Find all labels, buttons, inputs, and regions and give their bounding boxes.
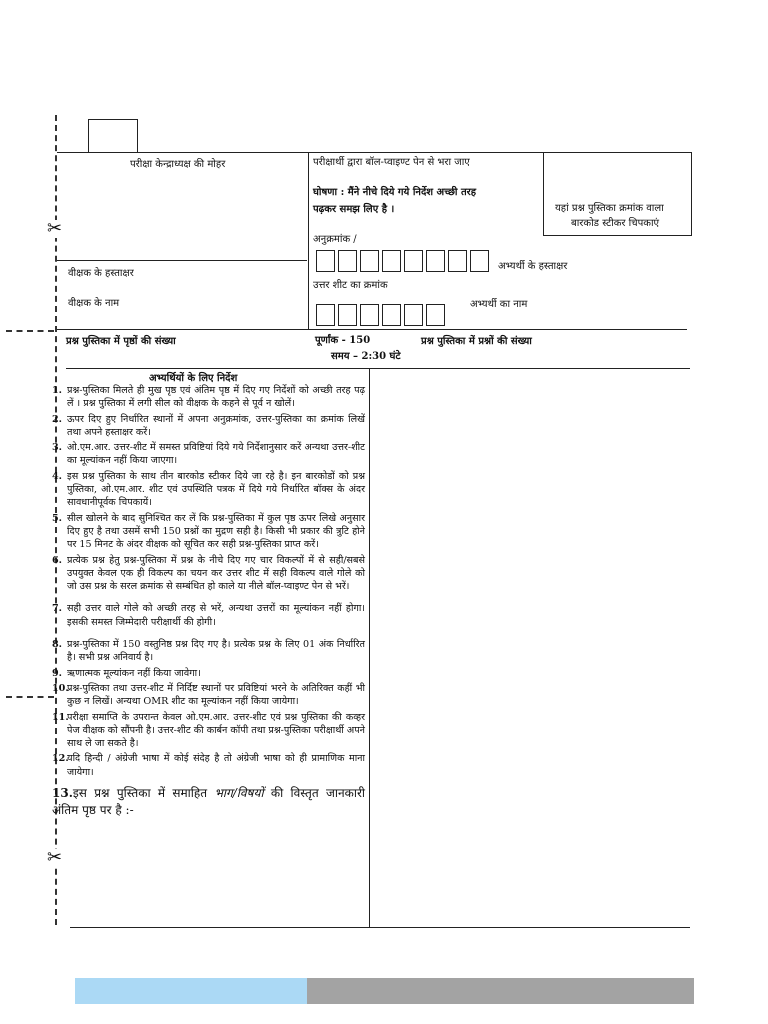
roll-number-cell[interactable] bbox=[360, 250, 379, 272]
pages-count-label: प्रश्न पुस्तिका में पृष्ठों की संख्या bbox=[66, 336, 176, 347]
max-marks: पूर्णांक - 150 bbox=[315, 335, 371, 346]
roll-number-cell[interactable] bbox=[426, 250, 445, 272]
instruction-item: 2. ऊपर दिए हुए निर्धारित स्थानों में अपना अनुक्रमांक, उत्तर-पुस्तिका का क्रमांक लिखें तथा अपने हस्ताक्षर करें। bbox=[52, 413, 365, 438]
instruction-item: 7. सही उत्तर वाले गोले को अच्छी तरह से भरें, अन्यथा उत्तरों का मूल्यांकन नहीं होगा। इसकी समस्त जिम्मेदारी परीक्षार्थी की होगी। bbox=[52, 603, 365, 628]
instruction-item: 6. प्रत्येक प्रश्न हेतु प्रश्न-पुस्तिका में प्रश्न के नीचे दिए गए चार विकल्पों में से सही/सबसे उपयुक्त केवल एक ही विकल्प का चयन कर उत्तर शीट में सही विकल्प वाले गोले को जो उस प्रश्न के सरल क्रमांक से सम्बंधित हो काले या नीले बॉल-प्वाइण्ट पेन से भरें। bbox=[52, 554, 365, 593]
roll-number-cell[interactable] bbox=[338, 250, 357, 272]
time-allowed: समय – 2:30 घंटे bbox=[331, 351, 401, 362]
answer-sheet-cell[interactable] bbox=[338, 304, 357, 326]
candidate-name-label: अभ्यर्थी का नाम bbox=[470, 299, 528, 310]
roll-number-cell[interactable] bbox=[316, 250, 335, 272]
invigilator-name-label: वीक्षक के नाम bbox=[68, 298, 120, 309]
answer-sheet-cell[interactable] bbox=[382, 304, 401, 326]
instructions-bottom-border bbox=[70, 927, 690, 928]
header-top-border bbox=[57, 152, 308, 153]
answer-sheet-cell[interactable] bbox=[426, 304, 445, 326]
roll-number-cell[interactable] bbox=[448, 250, 467, 272]
cut-guide-horizontal-top bbox=[6, 330, 54, 332]
instructions-title: अभ्यर्थियों के लिए निर्देश bbox=[149, 373, 238, 384]
instruction-item: 1. प्रश्न-पुस्तिका मिलते ही मुख पृष्ठ एवं अंतिम पृष्ठ में दिए गए निर्देशों को अच्छी तरह पढ़ लें । प्रश्न पुस्तिका में लगी सील को वीक्षक के कहने से पूर्व न खोलें। bbox=[52, 385, 365, 410]
instruction-item: 9. ऋणात्मक मूल्यांकन नहीं किया जावेगा। bbox=[52, 667, 201, 679]
cut-guide-horizontal-bottom bbox=[6, 696, 54, 698]
candidate-signature-label: अभ्यर्थी के हस्ताक्षर bbox=[498, 261, 568, 272]
instruction-item: 8. प्रश्न-पुस्तिका में 150 वस्तुनिष्ठ प्रश्न दिए गए है। प्रत्येक प्रश्न के लिए 01 अंक निर्धारित है। सभी प्रश्न अनिवार्य है। bbox=[52, 639, 365, 664]
instruction-item: 11. परीक्षा समाप्ति के उपरान्त केवल ओ.एम.आर. उत्तर-शीट एवं प्रश्न पुस्तिका की कव्हर पेज वीक्षक को सौंपनी है। उत्तर-शीट की कार्बन कॉपी तथा प्रश्न-पुस्तिका परीक्षार्थी अपने साथ ले जा सकते है। bbox=[52, 711, 365, 750]
instruction-item: 12. यदि हिन्दी / अंग्रेजी भाषा में कोई संदेह है तो अंग्रेजी भाषा को ही प्रामाणिक माना जायेगा। bbox=[52, 753, 365, 778]
instructions-column-divider bbox=[369, 368, 370, 928]
barcode-instruction-line-2: बारकोड स्टीकर चिपकाएं bbox=[571, 218, 660, 229]
barcode-instruction-line-1: यहां प्रश्न पुस्तिका क्रमांक वाला bbox=[555, 203, 664, 214]
stamp-bottom-line bbox=[57, 260, 307, 261]
invigilator-signature-label: वीक्षक के हस्ताक्षर bbox=[68, 268, 134, 279]
candidate-heading: परीक्षार्थी द्वारा बॉल-प्वाइण्ट पेन से भरा जाए bbox=[313, 157, 470, 168]
instruction-item: 10. प्रश्न-पुस्तिका तथा उत्तर-शीट में निर्दिष्ट स्थानों पर प्रविष्टियां भरने के अतिरिक्त कहीं भी कुछ न लिखें। अन्यथा OMR शीट का मूल्यांकन नहीं किया जायेगा। bbox=[52, 682, 365, 708]
answer-sheet-number-label: उत्तर शीट का क्रमांक bbox=[313, 280, 388, 291]
questions-count-label: प्रश्न पुस्तिका में प्रश्नों की संख्या bbox=[421, 336, 532, 347]
answer-sheet-cell[interactable] bbox=[404, 304, 423, 326]
stamp-label: परीक्षा केन्द्राध्यक्ष की मोहर bbox=[130, 159, 226, 170]
header-top-border bbox=[308, 152, 544, 153]
answer-sheet-cell[interactable] bbox=[360, 304, 379, 326]
declaration-line-2: पढ़कर समझ लिए है । bbox=[313, 204, 395, 215]
scissor-icon: ✂ bbox=[47, 218, 63, 239]
header-divider bbox=[308, 152, 309, 329]
footer-bar-grey bbox=[307, 978, 694, 1004]
instructions-top-border bbox=[66, 368, 690, 369]
instruction-item: 3. ओ.एम.आर. उत्तर-शीट में समस्त प्रविष्टियां दिये गये निर्देशानुसार करें अन्यथा उत्तर-शीट का मूल्यांकन नहीं किया जाएगा। bbox=[52, 442, 365, 467]
instruction-item: 4. इस प्रश्न पुस्तिका के साथ तीन बारकोड स्टीकर दिये जा रहे है। इन बारकोडों को प्रश्न पुस्तिका, ओ.एम.आर. शीट एवं उपस्थिति पत्रक में दिये गये निर्धारित बॉक्स के अंदर सावधानीपूर्वक चिपकायें। bbox=[52, 470, 365, 509]
answer-sheet-cell[interactable] bbox=[316, 304, 335, 326]
instruction-item: 5. सील खोलने के बाद सुनिश्चित कर लें कि प्रश्न-पुस्तिका में कुल पृष्ठ ऊपर लिखे अनुसार दिए हुए है तथा उसमें सभी 150 प्रश्नों का मुद्रण सही है। किसी भी प्रकार की त्रुटि होने पर 15 मिनट के अंदर वीक्षक को सूचित कर सही प्रश्न-पुस्तिका प्राप्त करें। bbox=[52, 512, 365, 551]
instructions-list bbox=[52, 384, 365, 821]
roll-number-cell[interactable] bbox=[382, 250, 401, 272]
instruction-item-13: 13.इस प्रश्न पुस्तिका में समाहित भाग/विषयों की विस्तृत जानकारी अंतिम पृष्ठ पर है :- bbox=[52, 786, 365, 818]
roll-number-cell[interactable] bbox=[404, 250, 423, 272]
roll-number-label: अनुक्रमांक / bbox=[313, 234, 357, 245]
scissor-icon: ✂ bbox=[47, 847, 63, 868]
info-row-top-border bbox=[57, 329, 687, 330]
roll-number-cell[interactable] bbox=[470, 250, 489, 272]
declaration-line-1: घोषणा : मैंने नीचे दिये गये निर्देश अच्छी तरह bbox=[313, 187, 477, 198]
blank-box bbox=[88, 119, 138, 153]
footer-bar-blue bbox=[75, 978, 307, 1004]
